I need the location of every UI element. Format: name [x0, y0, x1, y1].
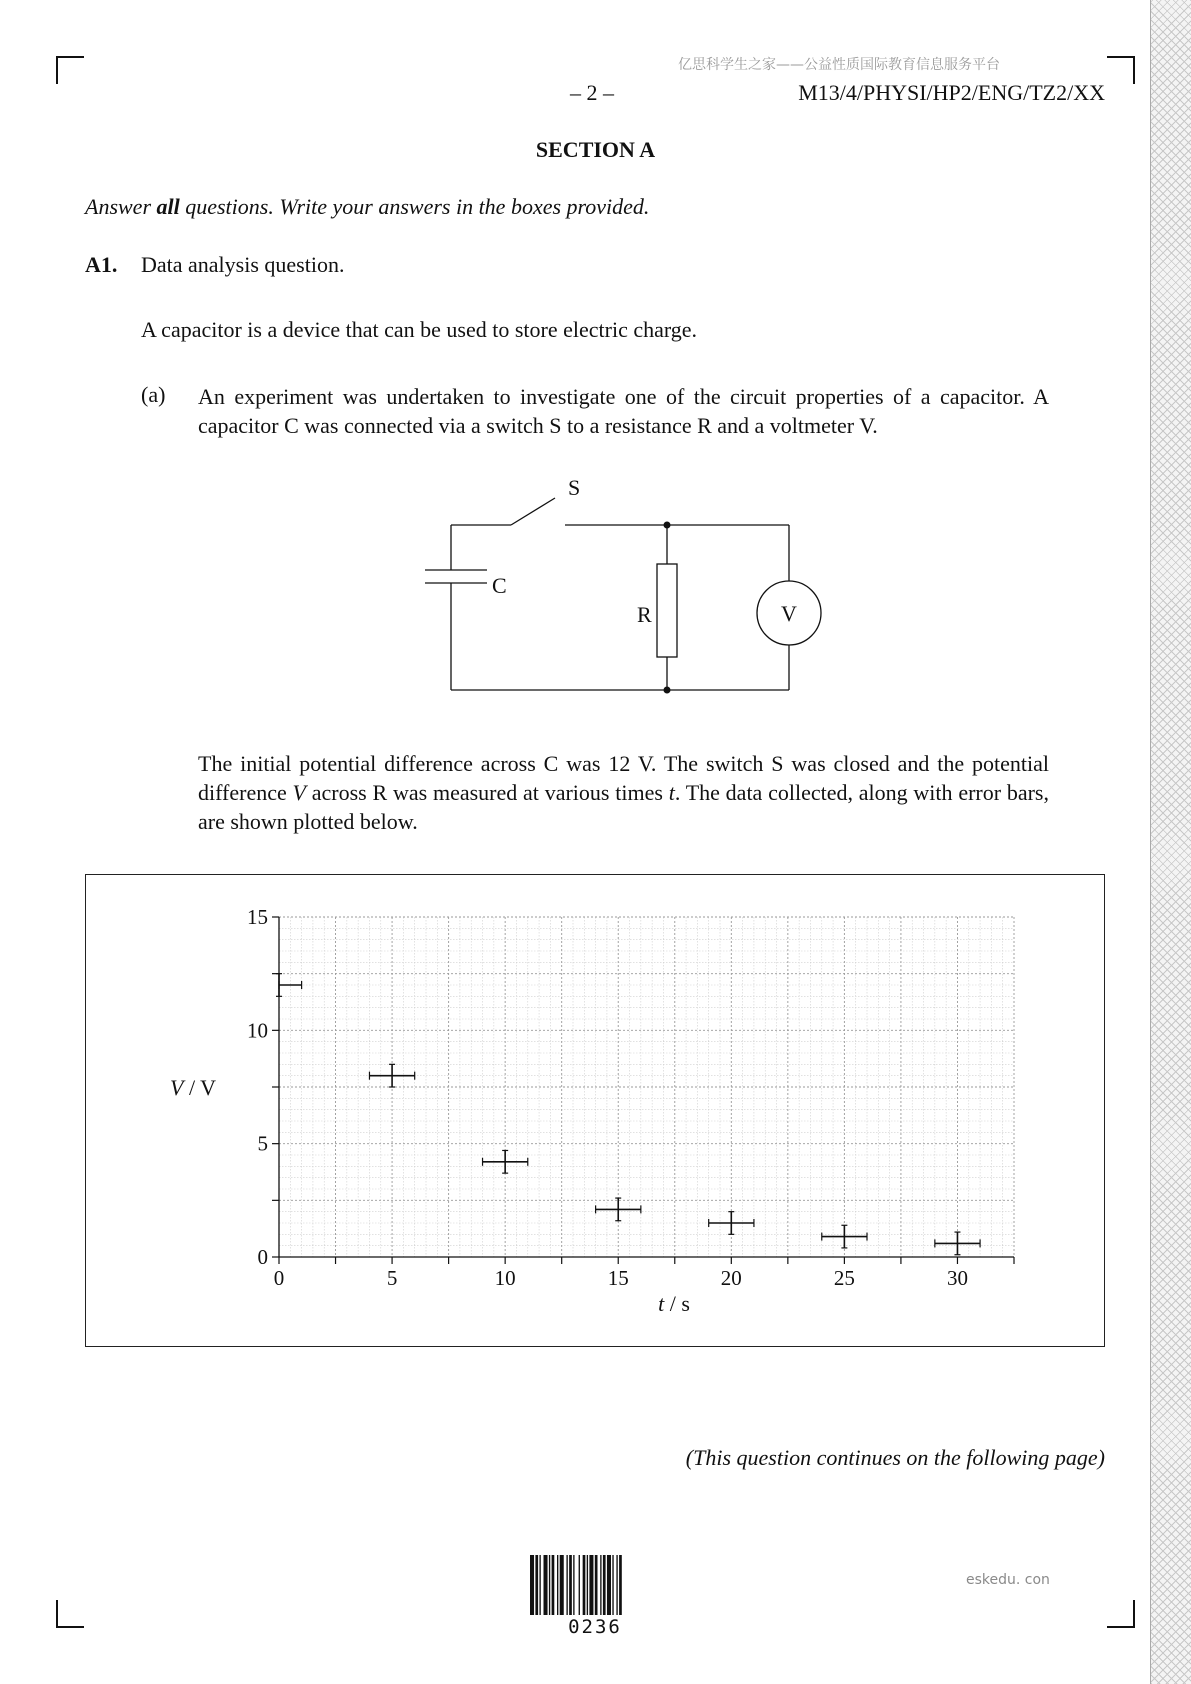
y-tick-label: 0	[257, 1245, 268, 1269]
crop-mark-bottom-right	[1107, 1600, 1135, 1628]
barcode	[528, 1555, 662, 1617]
measurement-description: The initial potential difference across C was 12 V. The switch S was closed and the potential difference V across R was measured at various times t. The data collected, along with error bars, are shown plotted below.	[198, 751, 1049, 834]
data-point	[822, 1225, 867, 1248]
switch-label: S	[568, 475, 581, 500]
x-tick-label: 0	[273, 1266, 285, 1290]
crop-mark-top-right	[1107, 56, 1135, 84]
question-title: Data analysis question.	[141, 252, 345, 277]
part-label: (a)	[141, 382, 166, 407]
question-intro: A capacitor is a device that can be used to store electric charge.	[141, 317, 698, 342]
x-tick-label: 30	[946, 1266, 968, 1290]
tick-labels	[247, 905, 968, 1290]
footer-watermark: eskedu. con	[966, 1572, 1050, 1588]
junction-bottom	[664, 687, 671, 694]
switch-blade	[511, 498, 555, 525]
circuit-diagram	[415, 465, 835, 700]
capacitor-label: C	[492, 573, 507, 598]
section-instruction: Answer all questions. Write your answers in the boxes provided.	[85, 194, 650, 219]
voltage-time-graph	[85, 874, 1105, 1347]
data-point	[369, 1064, 414, 1087]
paper-code: M13/4/PHYSI/HP2/ENG/TZ2/XX	[798, 80, 1105, 105]
x-tick-label: 10	[494, 1266, 516, 1290]
data-point	[709, 1212, 754, 1235]
x-axis-label: t / s	[658, 1291, 690, 1316]
question-number: A1.	[85, 252, 118, 277]
x-tick-label: 5	[386, 1266, 398, 1290]
data-point	[276, 974, 302, 997]
y-tick-label: 5	[257, 1131, 268, 1156]
crop-mark-top-left	[56, 56, 84, 84]
instruction-emphasis: all	[156, 194, 180, 219]
continues-note: (This question continues on the following page)	[685, 1445, 1105, 1470]
resistor-body	[657, 564, 677, 657]
voltmeter-label: V	[781, 601, 797, 626]
data-point	[483, 1150, 528, 1173]
page-number: – 2 –	[570, 80, 614, 105]
data-points	[276, 974, 980, 1255]
y-tick-label: 15	[247, 905, 268, 929]
x-tick-label: 25	[833, 1266, 855, 1290]
junction-top	[664, 522, 671, 529]
part-a-text: An experiment was undertaken to investigate one of the circuit properties of a capacitor. A capacitor C was connected via a switch S to a resistance R and a voltmeter V.	[198, 384, 1049, 438]
y-axis-label: V / V	[170, 1075, 217, 1100]
y-tick-label: 10	[247, 1018, 268, 1043]
page-edge-strip	[1150, 0, 1191, 1684]
header-watermark: 亿思科学生之家——公益性质国际教育信息服务平台	[678, 57, 1000, 73]
x-tick-label: 20	[720, 1266, 742, 1290]
section-title: SECTION A	[535, 137, 656, 162]
x-tick-label: 15	[607, 1266, 629, 1290]
barcode-number: 0236	[568, 1616, 622, 1638]
data-point	[596, 1198, 641, 1221]
resistor-label: R	[637, 602, 652, 627]
crop-mark-bottom-left	[56, 1600, 84, 1628]
data-point	[935, 1232, 980, 1255]
